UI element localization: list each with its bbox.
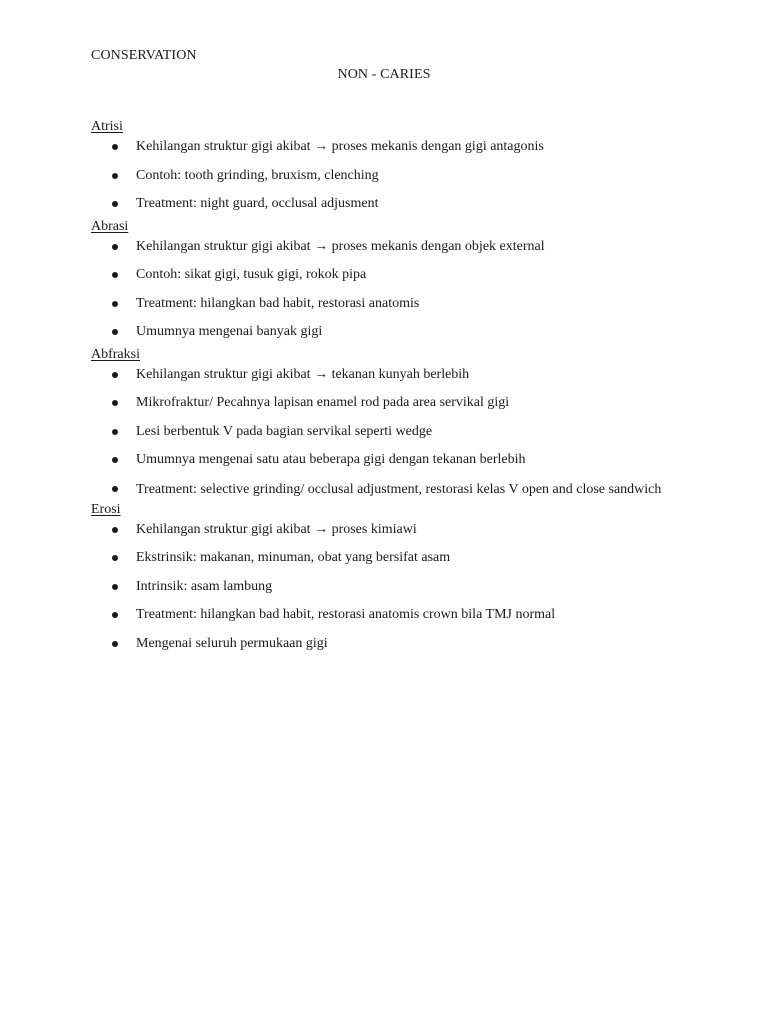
bullet-icon <box>112 244 118 250</box>
bullet-icon <box>112 527 118 533</box>
bullet-icon <box>112 173 118 179</box>
list-item-text: Umumnya mengenai satu atau beberapa gigi dengan tekanan berlebih <box>136 452 526 467</box>
bullet-icon <box>112 486 118 492</box>
bullet-icon <box>112 457 118 463</box>
list-item-text: Treatment: night guard, occlusal adjusment <box>136 196 379 211</box>
list-item <box>91 394 677 412</box>
list-item <box>91 521 677 539</box>
list-item <box>91 635 677 653</box>
list-item-text: Kehilangan struktur gigi akibat → proses mekanis dengan gigi antagonis <box>136 139 544 154</box>
section-heading-abfraksi: Abfraksi <box>91 346 140 362</box>
list-item <box>91 606 677 624</box>
bullet-list-abfraksi <box>91 366 677 503</box>
list-item-text: Mikrofraktur/ Pecahnya lapisan enamel rod pada area servikal gigi <box>136 395 510 410</box>
list-item-text: Umumnya mengenai banyak gigi <box>136 324 323 339</box>
list-item-text: Contoh: tooth grinding, bruxism, clenching <box>136 167 379 183</box>
list-item-text: Treatment: selective grinding/ occlusal adjustment, restorasi kelas V open and close sandwich <box>136 481 662 497</box>
list-item <box>91 476 677 503</box>
list-item <box>91 266 677 284</box>
list-item-text: Treatment: hilangkan bad habit, restorasi anatomis crown bila TMJ normal <box>136 607 556 622</box>
list-item-text: Contoh: sikat gigi, tusuk gigi, rokok pipa <box>136 267 367 282</box>
list-item <box>91 138 677 156</box>
document-body <box>91 118 677 663</box>
list-item-text: Kehilangan struktur gigi akibat → tekanan kunyah berlebih <box>136 366 470 382</box>
bullet-icon <box>112 272 118 278</box>
list-item-text: Kehilangan struktur gigi akibat → proses kimiawi <box>136 521 417 537</box>
bullet-icon <box>112 612 118 618</box>
section-heading-atrisi: Atrisi <box>91 119 123 134</box>
section-heading-abrasi: Abrasi <box>91 218 129 234</box>
list-item <box>91 195 677 213</box>
list-item <box>91 578 677 596</box>
bullet-list-erosi <box>91 521 677 653</box>
bullet-icon <box>112 584 118 590</box>
list-item <box>91 366 677 384</box>
list-item <box>91 451 677 469</box>
bullet-icon <box>112 555 118 561</box>
list-item <box>91 549 677 567</box>
bullet-icon <box>112 329 118 335</box>
list-item-text: Intrinsik: asam lambung <box>136 578 273 594</box>
bullet-icon <box>112 144 118 150</box>
section-abfraksi <box>91 346 677 503</box>
list-item-text: Mengenai seluruh permukaan gigi <box>136 635 328 651</box>
list-item-text: Treatment: hilangkan bad habit, restorasi anatomis <box>136 295 420 311</box>
list-item <box>91 423 677 441</box>
document-title: NON - CARIES <box>337 67 431 82</box>
list-item <box>91 323 677 341</box>
section-atrisi <box>91 118 677 213</box>
bullet-icon <box>112 429 118 435</box>
bullet-icon <box>112 400 118 406</box>
list-item-text: Kehilangan struktur gigi akibat → proses mekanis dengan objek external <box>136 238 545 254</box>
section-erosi <box>91 501 677 653</box>
list-item <box>91 295 677 313</box>
list-item <box>91 167 677 185</box>
bullet-icon <box>112 641 118 647</box>
section-heading-erosi: Erosi <box>91 501 121 517</box>
bullet-icon <box>112 301 118 307</box>
list-item-text: Lesi berbentuk V pada bagian servikal seperti wedge <box>136 423 433 439</box>
document-header-label: CONSERVATION <box>91 48 197 63</box>
list-item <box>91 238 677 256</box>
list-item-text: Ekstrinsik: makanan, minuman, obat yang bersifat asam <box>136 550 451 565</box>
section-abrasi <box>91 218 677 342</box>
bullet-list-atrisi <box>91 138 677 213</box>
bullet-list-abrasi <box>91 238 677 342</box>
bullet-icon <box>112 372 118 378</box>
bullet-icon <box>112 201 118 207</box>
